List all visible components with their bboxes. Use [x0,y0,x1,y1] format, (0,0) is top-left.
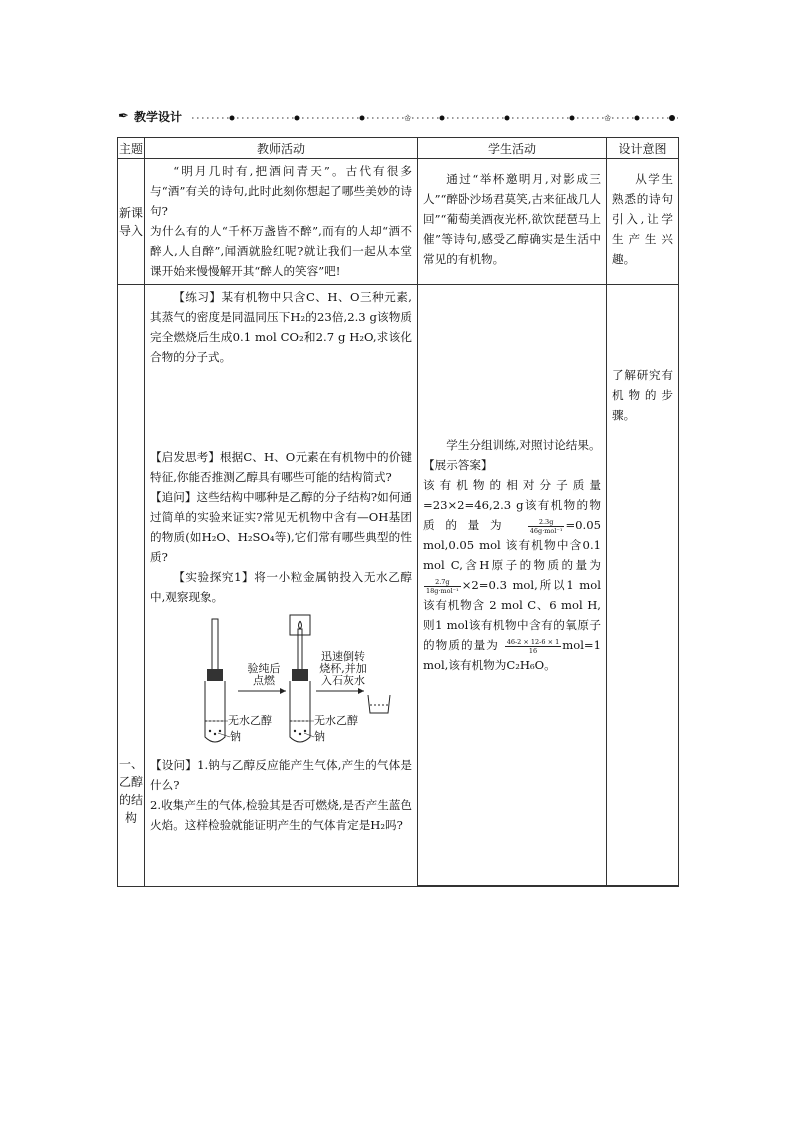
design-intent-structure [607,285,679,887]
fraction-3-denominator: 16 [528,646,538,655]
student-activity-intro [418,159,607,285]
experiment-text: 【实验探究1】将一小粒金属钠投入无水乙醇中,观察现象。 [150,570,412,604]
sodium-label-1: 钠 [230,730,241,743]
inspire-text: 【启发思考】根据C、H、O元素在有机物中的价键特征,你能否推测乙醇具有哪些可能的结构简式? [150,450,412,484]
fraction-1 [528,518,565,535]
fraction-1-denominator: 46g·mol⁻¹ [529,526,563,535]
design-intent-intro [607,159,679,285]
table-row-structure [118,285,679,887]
intro-teacher-paragraph-2: 为什么有的人“千杯万盏皆不醉”,而有的人却“酒不醉人,人自醉”,闻酒就脸红呢?就让我们一起从本堂课开始来慢慢解开其“醉人的笑容”吧! [150,224,412,278]
intro-student-text: 通过“举杯邀明月,对影成三人”“醉卧沙场君莫笑,古来征战几人回”“葡萄美酒夜光杯,欲饮琵琶马上催”等诗句,感受乙醇确实是生活中常见的有机物。 [423,172,601,266]
student-activity-structure [418,285,607,887]
fraction-1-numerator: 2.3g [528,518,565,527]
fraction-3 [505,638,562,655]
header-topic: 主题 [118,138,145,159]
fraction-3-numerator: 46-2 × 12-6 × 1 [506,637,560,646]
svg-text:✩: ✩ [404,114,412,122]
sodium-label-2: 钠 [314,730,325,743]
teacher-activity-structure [145,285,418,887]
intro-intent-text: 从学生熟悉的诗句引入,让学生产生兴趣。 [612,172,673,266]
answer-body [423,475,601,675]
question-1-text: 【设问】1.钠与乙醇反应能产生气体,产生的气体是什么? [150,758,412,792]
table-row-intro [118,159,679,285]
table-header-row [118,138,679,159]
section-title: 教学设计 [134,110,183,124]
answer-part-2: =0.05 mol,0.05 mol 该有机物中含0.1 mol C,含H原子的物质的量为 [423,518,601,572]
answer-part-4: mol=1 mol,该有机物为C₂H₆O。 [423,638,601,672]
svg-text:✩: ✩ [604,114,612,122]
ethanol-label-2: 无水乙醇 [314,714,358,727]
fraction-2-denominator: 18g·mol⁻¹ [426,586,459,595]
topic-structure-label: 一、乙醇的结构 [118,757,143,825]
answer-part-1: 该有机物的相对分子质量=23×2=46,2.3 g该有机物的物质的量为 [423,478,601,532]
fraction-2-numerator: 2.7g [424,578,461,587]
exercise-text: 【练习】某有机物中只含C、H、O三种元素,其蒸气的密度是同温同压下H₂的23倍,2.3 g该物质完全燃烧后生成0.1 mol CO₂和2.7 g H₂O,求该化合物的分子式。 [150,290,412,364]
ethanol-label-1: 无水乙醇 [228,714,272,727]
intro-teacher-paragraph-1: “明月几时有,把酒问青天”。古代有很多与“酒”有关的诗句,此时此刻你想起了哪些美妙的诗句? [150,164,412,218]
header-student-activity: 学生活动 [418,138,607,159]
question-2-text: 2.收集产生的气体,检验其是否可燃烧,是否产生蓝色火焰。这样检验就能证明产生的气体肯定是H₂吗? [150,798,412,832]
apparatus-drawing [178,613,408,753]
header-design-intent: 设计意图 [607,138,679,159]
section-header [118,110,678,126]
topic-structure [118,285,145,887]
arrow2-label: 迅速倒转烧杯,并加入石灰水 [319,650,367,687]
topic-intro-label: 新课导入 [118,205,143,238]
experiment-figure [178,613,408,753]
inner-divider [418,885,678,886]
fraction-2 [424,578,461,595]
answer-title: 【展示答案】 [423,458,493,472]
student-group-text: 学生分组训练,对照讨论结果。 [446,438,601,452]
answer-part-3: ×2=0.3 mol,所以1 mol该有机物含 2 mol C、6 mol H,则1 mol该有机物中含有的氧原子的物质的量为 [423,578,601,652]
structure-intent-text: 了解研究有机物的步骤。 [612,368,673,422]
arrow1-label: 验纯后点燃 [247,662,281,687]
teacher-activity-intro [145,159,418,285]
decorative-dot-line [192,114,678,122]
topic-intro [118,159,145,285]
pen-icon: ✒ [118,109,129,124]
followup-text: 【追问】这些结构中哪种是乙醇的分子结构?如何通过简单的实验来证实?常见无机物中含有—OH基团的物质(如H₂O、H₂SO₄等),它们常有哪些典型的性质? [150,490,412,564]
header-teacher-activity: 教师活动 [145,138,418,159]
lesson-plan-table [117,137,679,887]
